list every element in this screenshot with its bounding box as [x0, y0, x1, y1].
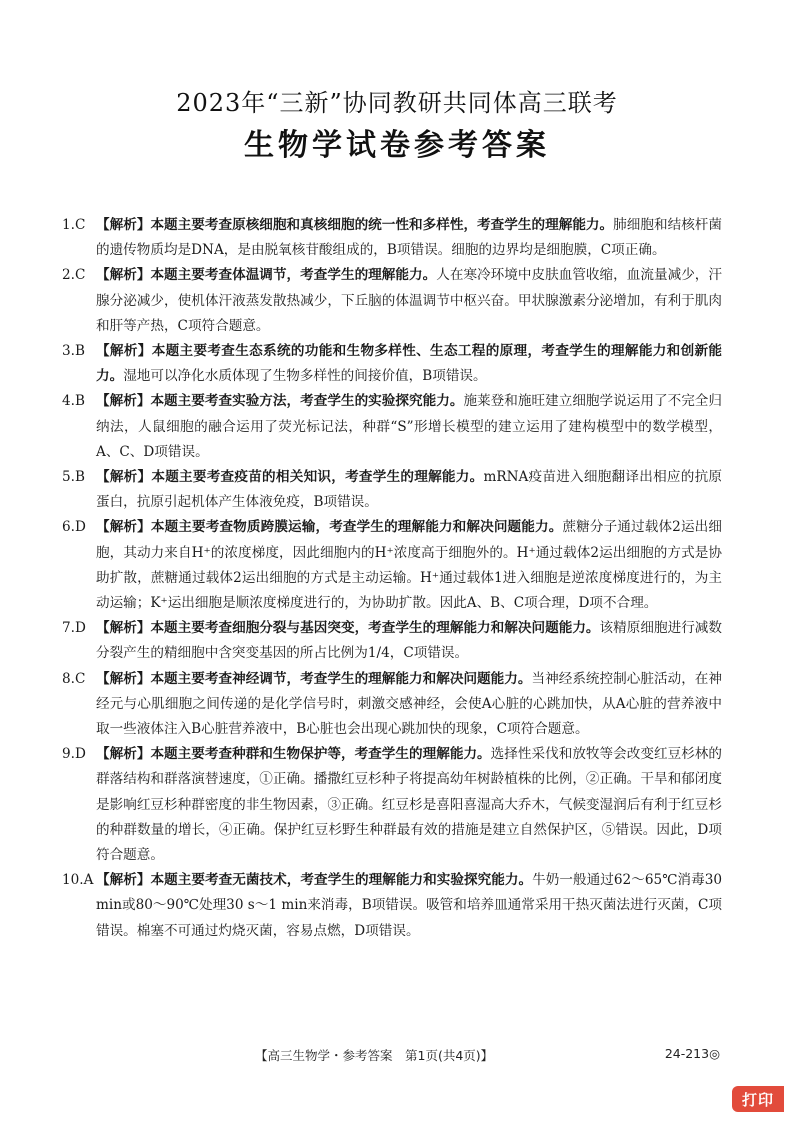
answer-number: 5.B	[62, 469, 85, 486]
document-header	[0, 86, 794, 168]
answer-item	[62, 263, 722, 339]
answer-item	[62, 515, 722, 616]
answer-explanation: 牛奶一般通过62～65℃消毒30 min或80～90℃处理30 s～1 min来消毒，B项错误。吸管和培养皿通常采用干热灭菌法进行灭菌，C项错误。棉塞不可通过灼烧灭菌，容易点燃，D项错误。	[96, 872, 722, 939]
answer-number: 8.C	[62, 670, 86, 687]
answer-focus: 本题主要考查实验方法，考查学生的实验探究能力。	[150, 393, 464, 410]
answer-focus: 本题主要考查种群和生物保护等，考查学生的理解能力。	[150, 746, 491, 763]
answer-number: 3.B	[62, 343, 85, 360]
answer-explanation: 蔗糖分子通过载体2运出细胞，其动力来自H⁺的浓度梯度，因此细胞内的H⁺浓度高于细胞外的。H⁺通过载体2运出细胞的方式是协助扩散，蔗糖通过载体2运出细胞的方式是主动运输。H⁺通过载体1进入细胞是逆浓度梯度进行的，为主动运输；K⁺运出细胞是顺浓度梯度进行的，为协助扩散。因此A、B、C项合理，D项不合理。	[96, 519, 722, 612]
page-footer-label: 【高三生物学・参考答案 第1页(共4页)】	[255, 1048, 494, 1063]
answer-explanation: 当神经系统控制心脏活动，在神经元与心肌细胞之间传递的是化学信号时，刺激交感神经，会使A心脏的心跳加快，从A心脏的营养液中取一些液体注入B心脏营养液中，B心脏也会出现心跳加快的现象，C项符合题意。	[96, 670, 723, 738]
answer-explanation: 湿地可以净化水质体现了生物多样性的间接价值，B项错误。	[123, 368, 487, 385]
analysis-tag: 【解析】	[96, 217, 151, 233]
answer-item	[62, 616, 722, 666]
answer-focus: 本题主要考查生态系统的功能和生物多样性、生态工程的原理，考查学生的理解能力和创新能力。	[96, 343, 723, 385]
answer-item	[62, 213, 722, 263]
analysis-tag: 【解析】	[96, 469, 152, 486]
answer-item	[62, 742, 722, 868]
analysis-tag: 【解析】	[96, 670, 151, 687]
answer-item	[62, 389, 722, 465]
answer-number: 4.B	[62, 393, 85, 410]
answer-number: 2.C	[62, 267, 86, 284]
analysis-tag: 【解析】	[96, 519, 151, 536]
analysis-tag: 【解析】	[96, 343, 152, 360]
answer-focus: 本题主要考查原核细胞和真核细胞的统一性和多样性，考查学生的理解能力。	[150, 217, 614, 233]
exam-title: 2023年“三新”协同教研共同体高三联考	[176, 89, 618, 117]
answer-focus: 本题主要考查神经调节，考查学生的理解能力和解决问题能力。	[150, 670, 532, 687]
answer-explanation: 选择性采伐和放牧等会改变红豆杉林的群落结构和群落演替速度，①正确。播撒红豆杉种子将提高幼年树龄植株的比例，②正确。干旱和郁闭度是影响红豆杉种群密度的非生物因素，③正确。红豆杉是喜阳喜湿高大乔木，气候变湿润后有利于红豆杉的种群数量的增长，④正确。保护红豆杉野生种群最有效的措施是建立自然保护区，⑤错误。因此，D项符合题意。	[96, 746, 723, 864]
answer-item	[62, 339, 722, 389]
answer-item	[62, 667, 722, 743]
answer-explanation: 该精原细胞进行减数分裂产生的精细胞中含突变基因的所占比例为1/4，C项错误。	[96, 620, 723, 662]
document-title: 生物学试卷参考答案	[244, 128, 550, 163]
answer-focus: 本题主要考查疫苗的相关知识，考查学生的理解能力。	[151, 469, 484, 486]
answer-list	[62, 213, 722, 944]
analysis-tag: 【解析】	[96, 746, 151, 763]
answer-explanation: mRNA疫苗进入细胞翻译出相应的抗原蛋白，抗原引起机体产生体液免疫，B项错误。	[96, 469, 723, 511]
answer-focus: 本题主要考查物质跨膜运输，考查学生的理解能力和解决问题能力。	[150, 519, 563, 536]
answer-number: 9.D	[62, 746, 86, 763]
page-footer-code: 24-213◎	[664, 1046, 720, 1061]
answer-focus: 本题主要考查体温调节，考查学生的理解能力。	[150, 267, 437, 284]
analysis-tag: 【解析】	[96, 393, 151, 410]
answer-focus: 本题主要考查细胞分裂与基因突变，考查学生的理解能力和解决问题能力。	[150, 620, 600, 637]
answer-number: 7.D	[62, 620, 86, 637]
answer-explanation: 肺细胞和结核杆菌的遗传物质均是DNA，是由脱氧核苷酸组成的，B项错误。细胞的边界均是细胞膜，C项正确。	[96, 217, 723, 259]
analysis-tag: 【解析】	[96, 872, 151, 889]
analysis-tag: 【解析】	[96, 620, 151, 637]
answer-item	[62, 465, 722, 515]
answer-item	[62, 868, 722, 944]
answer-explanation: 施莱登和施旺建立细胞学说运用了不完全归纳法，人鼠细胞的融合运用了荧光标记法，种群“S”形增长模型的建立运用了建构模型中的数学模型，A、C、D项错误。	[96, 393, 723, 460]
print-button[interactable]: 打印	[732, 1086, 784, 1112]
answer-number: 10.A	[62, 872, 94, 889]
answer-number: 1.C	[62, 217, 86, 233]
answer-focus: 本题主要考查无菌技术，考查学生的理解能力和实验探究能力。	[150, 872, 533, 889]
answer-number: 6.D	[62, 519, 86, 536]
analysis-tag: 【解析】	[96, 267, 151, 284]
answer-explanation: 人在寒冷环境中皮肤血管收缩，血流量减少，汗腺分泌减少，使机体汗液蒸发散热减少，下丘脑的体温调节中枢兴奋。甲状腺激素分泌增加，有利于肌肉和肝等产热，C项符合题意。	[96, 267, 723, 334]
